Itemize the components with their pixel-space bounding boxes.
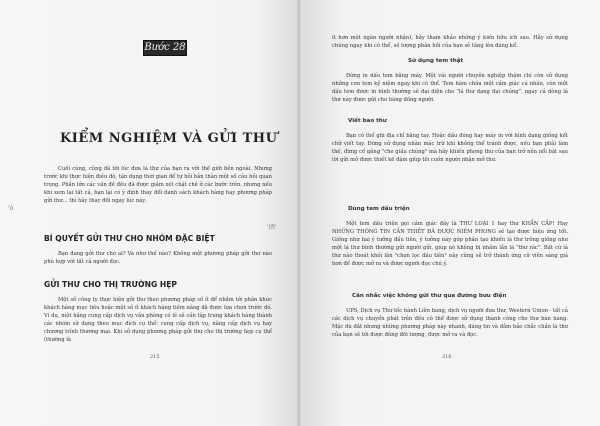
chapter-title: KIỂM NGHIỆM VÀ GỬI THƯ	[60, 131, 278, 146]
intro-paragraph: Cuối cùng, cũng đã tới lúc đưa lá thư của bạn ra với thế giới bên ngoài. Nhưng trước khi thực hiện điều đó, tận dụng thời gian để tự hỏi bản thân một số câu hỏi quan trọng. Phần lớn các vấn đề đều đã được giảm xét chặt chẽ ở các bước trên, nhưng nếu khi xem lại tất cả, bạn lại có ý định thay đổi danh sách khách hàng hay phương pháp gửi thư... thì hãy thay đổi ngay lúc này.	[44, 166, 272, 204]
section-special-groups-text: Bạn đang gửi thư cho ai? Và như thế nào? Không một phương pháp gửi thư nào phù hợp với tất cả người đọc.	[44, 251, 272, 265]
section-niche-market-text: Một số công ty thực hiện gửi thư theo phương pháp số ít để nhắm tới phân khúc khách hàng mục tiêu hoặc một số ít khách hàng tiềm năng đã được lựa chọn trước đó. Ví dụ, một hãng cung cấp dịch vụ văn phòng có lẽ sẽ cần tập trung khách hàng thành các nhóm sử dụng theo mục đích cụ thể: cung cấp dịch vụ, năng cấp dịch vụ hay chương trình thương mại. Khi sử dụng phương pháp gửi thư cho thị trường hẹp cụ thể (thường là	[44, 297, 272, 343]
right-page	[300, 0, 600, 426]
tip-heading-seal-stamp: Dùng tem dấu triện	[348, 206, 410, 212]
tip-heading-write-envelope: Viết bao thư	[348, 118, 387, 124]
page-number-left: 215	[150, 354, 160, 360]
continuation-paragraph: ít hơn một ngàn người nhận), hãy tham khảo những ý kiến hữu ích sau. Hãy sử dụng chúng ngay khi có thể, số lượng phản hồi của bạn sẽ tăng lên đáng kể.	[332, 35, 568, 49]
tip-seal-stamp-text: Một tem dấu triện gọi cảm giác đây là THƯ LOẠI 1 hay thư KHẨN CẤP! Hay NHỮNG THÔNG TIN CẦN THIẾT ĐÃ ĐƯỢC NIÊM PHONG sẽ tạo được hiệu ứng tốt. Giống như hai ý tưởng đầu tiên, ý tưởng này góp phần tạo khiến lá thư trông giống như một lá thư bình thường gửi người gửi, giúp nó không bị nhầm lẫn là "thư rác". Bất cứ lá thư nào thoát khỏi lần "chọn lọc đầu tiên" này cũng sẽ trở thành ứng cử viên sáng giá hơn để được mở ra và được người đọc chú ý.	[332, 221, 568, 267]
tip-alternative-delivery-text: UPS, Dịch vụ Thư tốc hành Liên bang, dịch vụ người đưa thư, Western Union - tất cả các dịch vụ chuyển phát trên đều có thể được sử dụng thành công cho thư bán hàng. Mặc dù đắt nhưng những phương pháp này nhanh, đáng tin và đảm bảo chắc chắn là thư của bạn sẽ tới được đúng đối tượng, được mở ra và đọc.	[332, 308, 568, 338]
page-number-right: 216	[442, 354, 452, 360]
tip-real-stamps-text: Đừng in dấu tem bằng máy. Một vài người chuyên nghiệp thậm chí còn sử dụng những con tem kỷ niệm ngay khi có thể. Tem hàm chứa một cảm giác cá nhân, còn một dấu tem được in bình thường sẽ đại diện cho "lá thư dạng đại chúng", ngay cả dòng lá thư này được gửi cho hàng đống người.	[332, 73, 568, 103]
margin-mark-left: 'ó	[8, 205, 14, 212]
margin-mark-right: '(fi'	[267, 224, 277, 231]
section-heading-niche-market: GỬI THƯ CHO THỊ TRƯỜNG HẸP	[44, 280, 177, 289]
tip-heading-real-stamps: Sử dụng tem thật	[408, 58, 464, 64]
tip-heading-alternative-delivery: Cân nhắc việc không gửi thư qua đường bưu điện	[352, 293, 507, 299]
tip-write-envelope-text: Bạn có thể ghi địa chỉ bằng tay. Hoặc dấu đóng hay máy in với hình dạng giống kết chữ viết tay. Đừng sử dụng nhãn mác trừ khi không thể tránh được, nếu bạn phải làm thế, đừng cố gắng "che giấu chúng" mà hãy khiến phong thư của bạn trở nên nổi bật sau lời gửi mở được thiết kế đặm giúp tôi cuốn người nhận mở thư.	[332, 133, 568, 163]
chapter-badge: Bước 28	[143, 40, 187, 56]
section-heading-special-groups: BÍ QUYẾT GỬI THƯ CHO NHÓM ĐẶC BIỆT	[44, 234, 215, 243]
